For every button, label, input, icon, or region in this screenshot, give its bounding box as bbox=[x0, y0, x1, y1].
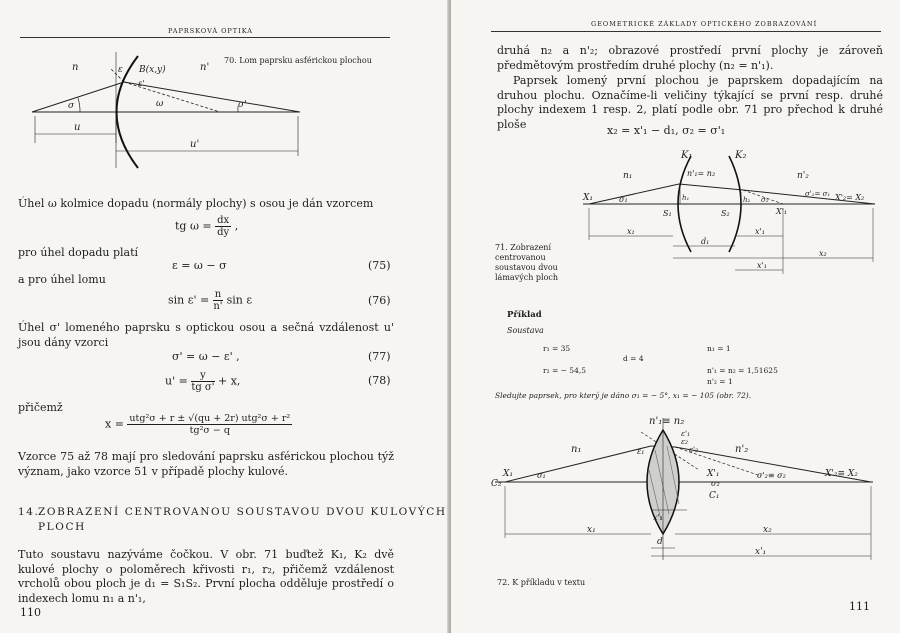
header-rule bbox=[491, 31, 881, 32]
figure-72-caption: 72. K příkladu v textu bbox=[497, 578, 586, 587]
sigma-arc bbox=[78, 98, 80, 112]
equation-78-number: (78) bbox=[368, 374, 391, 387]
example-subtitle: Soustava bbox=[507, 326, 544, 335]
label-X1p-72: X'₁ bbox=[707, 469, 720, 479]
paragraph-whereby: přičemž bbox=[18, 401, 63, 414]
section-14-number: 14. bbox=[18, 506, 40, 518]
paragraph-refraction: a pro úhel lomu bbox=[18, 273, 106, 286]
label-x1: x₁ bbox=[627, 227, 635, 236]
label-u: u bbox=[74, 122, 81, 133]
equation-x: x = $\frac{\text{utg²σ + r ± √(qu + 2r) utg²σ + r²}}{\text{tg²σ − q}}$ bbox=[105, 413, 291, 436]
equation-75-number: (75) bbox=[368, 259, 391, 272]
label-h1: h₁ bbox=[682, 194, 690, 202]
figure-71 bbox=[583, 146, 883, 286]
label-n-prime: n' bbox=[200, 62, 210, 73]
label-eps2p: ε'₂ bbox=[689, 445, 699, 454]
label-n2p-72: n'₂ bbox=[735, 444, 749, 455]
paragraph-second-surface: druhá n₂ a n'₂; obrazové prostředí první plochy je zároveň předmětovým prostředím druhé plochy (n₂ = n'₁). bbox=[497, 44, 883, 72]
label-X1: X₁ bbox=[583, 193, 594, 203]
label-X1p: X'₁ bbox=[776, 207, 788, 216]
refracted-ray bbox=[124, 82, 300, 112]
paragraph-lens-system: Tuto soustavu nazýváme čočkou. V obr. 71 buďtež K₁, K₂ dvě kulové plochy o poloměrech křivosti r₁, r₂, přičemž vzdálenost vrcholů obou ploch je d₁ = S₁S₂. První plocha odděluje prostředí o indexech lomu n₁ a n'₁, bbox=[18, 548, 394, 605]
label-eps2: ε₂ bbox=[681, 437, 689, 446]
example-n2p: n'₂ = 1 bbox=[707, 377, 733, 386]
label-x1p-b-72: x'₁ bbox=[755, 547, 767, 557]
label-s1: σ₁ bbox=[619, 195, 628, 204]
figure-70-caption: 70. Lom paprsku asférickou plochou bbox=[224, 56, 372, 65]
label-X1-72: X₁ bbox=[503, 469, 514, 479]
label-n: n bbox=[72, 62, 79, 73]
paragraph-incidence: pro úhel dopadu platí bbox=[18, 246, 139, 259]
figure-71-caption: 71. Zobrazení centrovanou soustavou dvou lámavých ploch bbox=[495, 243, 559, 282]
equation-tg-omega: tg ω = $\frac{dx}{dy}$ , bbox=[175, 215, 239, 238]
equation-75: ε = ω − σ bbox=[172, 259, 227, 272]
label-eps1: ε₁ bbox=[637, 447, 645, 456]
label-x1p-b: x'₁ bbox=[757, 261, 767, 270]
label-n1: n₁ bbox=[623, 171, 633, 181]
label-s2p-72: σ'₂≡ σ₂ bbox=[757, 471, 786, 480]
label-omega: ω bbox=[156, 99, 164, 109]
equation-76: sin ε' = $\frac{n}{n'}$ sin ε bbox=[168, 289, 253, 312]
label-d-72: d bbox=[657, 537, 663, 547]
ray-in-71 bbox=[589, 184, 679, 204]
example-note: Sledujte paprsek, pro který je dáno σ₁ = − 5°, x₁ = − 105 (obr. 72). bbox=[495, 391, 752, 400]
label-x1-72: x₁ bbox=[587, 525, 596, 535]
equation-77: σ' = ω − ε' , bbox=[172, 350, 240, 363]
label-s2p-s1: σ'₂= σ₁ bbox=[805, 190, 831, 198]
label-x1p-72: x'₁ bbox=[653, 513, 663, 522]
label-n1-72: n₁ bbox=[571, 444, 582, 455]
label-eps1p: ε'₁ bbox=[681, 429, 691, 438]
label-n1p-n2: n'₁= n₂ bbox=[687, 169, 716, 178]
equation-transfer: x₂ = x'₁ − d₁, σ₂ = σ'₁ bbox=[607, 124, 726, 137]
label-d1: d₁ bbox=[701, 237, 710, 246]
running-head-right: GEOMETRICKÉ ZÁKLADY OPTICKÉHO ZOBRAZOVÁNÍ bbox=[591, 20, 818, 28]
paragraph-sigma-prime: Úhel σ' lomeného paprsku s optickou osou a sečná vzdálenost u' jsou dány vzorci bbox=[18, 321, 394, 349]
header-rule bbox=[20, 37, 390, 38]
equation-77-number: (77) bbox=[368, 350, 391, 363]
label-S2: S₂ bbox=[721, 209, 730, 218]
label-X2p-X2-72: X'₂≡ X₂ bbox=[825, 469, 858, 479]
label-C1: C₁ bbox=[709, 491, 720, 501]
label-sigma-prime: σ' bbox=[238, 100, 247, 110]
figure-72 bbox=[491, 410, 881, 570]
ray-mid-71 bbox=[679, 184, 743, 190]
section-14-title-1: ZOBRAZENÍ CENTROVANOU SOUSTAVOU DVOU KULOVÝCH bbox=[38, 506, 447, 518]
example-title: Příklad bbox=[507, 310, 542, 320]
example-n1p: n'₁ = n₂ = 1,51625 bbox=[707, 366, 778, 375]
label-K1: K₁ bbox=[681, 150, 693, 161]
right-page bbox=[451, 0, 900, 633]
label-x2: x₂ bbox=[819, 249, 827, 258]
label-x2-72: x₂ bbox=[763, 525, 772, 535]
page-number-left: 110 bbox=[20, 606, 41, 619]
equation-76-number: (76) bbox=[368, 294, 391, 307]
label-sigma: σ bbox=[68, 101, 75, 111]
equation-78: u' = $\frac{y}{\text{tg σ'}}$ + x, bbox=[165, 370, 241, 393]
label-C2: C₂ bbox=[491, 479, 502, 489]
label-x1p: x'₁ bbox=[755, 227, 765, 236]
example-r2: r₂ = − 54,5 bbox=[543, 366, 587, 375]
paragraph-formulas-meaning: Vzorce 75 až 78 mají pro sledování paprsku asférickou plochou týž význam, jako vzorce 51 v případě plochy kulové. bbox=[18, 450, 394, 478]
figure-70 bbox=[20, 48, 320, 168]
example-r1: r₁ = 35 bbox=[543, 344, 571, 353]
section-14-title-2: PLOCH bbox=[38, 521, 86, 533]
label-point: B(x,y) bbox=[139, 65, 166, 75]
left-page bbox=[0, 0, 449, 633]
label-X2p-X2: X'₂= X₂ bbox=[835, 193, 865, 202]
label-s1-72: σ₁ bbox=[537, 471, 546, 480]
page-number-right: 111 bbox=[849, 600, 870, 613]
example-n1: n₁ = 1 bbox=[707, 344, 731, 353]
label-n2p: n'₂ bbox=[797, 171, 809, 181]
label-eps-prime: ε' bbox=[138, 79, 145, 88]
incident-ray bbox=[32, 82, 124, 112]
label-h2: h₂ bbox=[743, 196, 751, 204]
paragraph-omega: Úhel ω kolmice dopadu (normály plochy) s osou je dán vzorcem bbox=[18, 197, 374, 210]
label-u-prime: u' bbox=[190, 139, 200, 150]
label-S1: S₁ bbox=[663, 209, 672, 218]
paragraph-refracted-ray: Paprsek lomený první plochou je paprskem dopadajícím na druhou plochu. Označíme-li veličiny týkající se první resp. druhé plochy indexem 1 resp. 2, platí podle obr. 71 pro přechod k druhé ploše bbox=[497, 74, 883, 131]
label-eps: ε bbox=[118, 65, 123, 75]
label-top-72: n'₁≡ n₂ bbox=[649, 416, 685, 427]
label-s2: σ₂ bbox=[761, 196, 769, 204]
label-K2: K₂ bbox=[735, 150, 747, 161]
example-d: d = 4 bbox=[623, 354, 644, 363]
label-s2-72: σ₂ bbox=[711, 479, 720, 488]
running-head-left: PAPRSKOVÁ OPTIKA bbox=[168, 27, 253, 35]
